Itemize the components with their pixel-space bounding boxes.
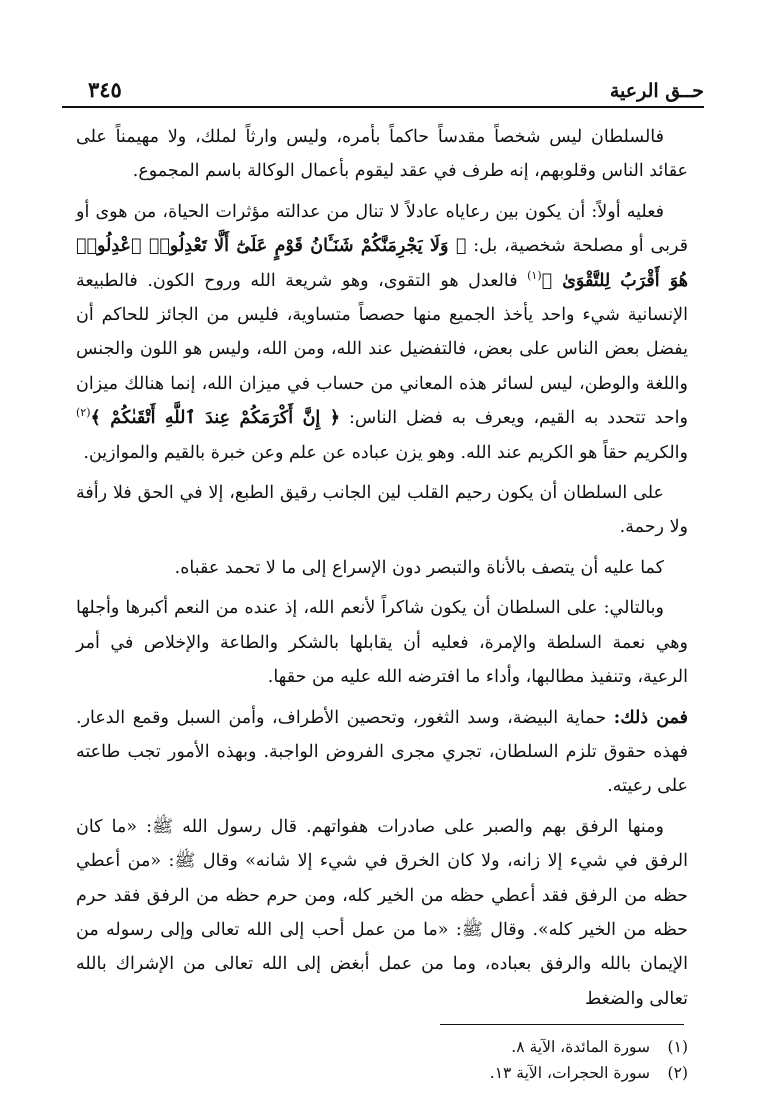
- paragraph-1: فالسلطان ليس شخصاً مقدساً حاكماً بأمره، وليس وارثاً لملك، ولا مهيمناً على عقائد الناس وقلوبهم، إنه طرف في عقد ليقوم بأعمال الوكالة باسم المجموع.: [76, 127, 688, 182]
- footnote-1: [88, 1034, 688, 1060]
- paragraph-2-part-c: والكريم حقاً هو الكريم عند الله. وهو يزن عباده عن علم وعن خبرة بالقيم والموازين.: [83, 442, 688, 463]
- paragraph-2-part-a: فعليه أولاً: أن يكون بين رعاياه عادلاً لا تنال من عدالته مؤثرات الحياة، من هوى أو قربى أو مصلحة شخصية، بل:: [76, 201, 688, 257]
- paragraph-5: وبالتالي: على السلطان أن يكون شاكراً لأنعم الله، إذ عنده من النعم أكبرها وأجلها وهي نعمة السلطة والإمرة، فعليه أن يقابلها بالشكر والطاعة والإخلاص في أمر الرعية، وتنفيذ مطالبها، وأداء ما افترضه الله عليه من حقها.: [76, 598, 688, 688]
- running-title: حــق الرعية: [609, 80, 704, 102]
- quran-verse-1: ﴿ وَلَا يَجْرِمَنَّكُمْ شَنَـَٔانُ قَوْمٍ عَلَىٰٓ أَلَّا تَعْدِلُوا۟ ٱعْدِلُوا۟ هُوَ أَقْرَبُ لِلتَّقْوَىٰ ﴾: [76, 236, 688, 291]
- footnote-2: [88, 1060, 688, 1086]
- page-number: ٣٤٥: [88, 77, 122, 102]
- footnote-ref-2[interactable]: (٢): [76, 406, 91, 420]
- footnote-text: سورة الحجرات، الآية ١٣.: [489, 1064, 650, 1082]
- footnote-number: (١): [667, 1038, 688, 1056]
- quran-verse-2: ﴿ إِنَّ أَكْرَمَكُمْ عِندَ ٱللَّهِ أَتْقَىٰكُمْ ﴾: [90, 408, 341, 429]
- paragraph-6: [76, 701, 688, 804]
- paragraph-2-part-b: فالعدل هو التقوى، وهو شريعة الله وروح الكون. فالطبيعة الإنسانية شيء واحد يأخذ الجميع منها حصصاً متساوية، فليس من الجائز للحاكم أن يفضل بعض الناس على بعض، فالتفضيل عند الله، ومن الله، وليس هو اللون والجنس واللغة والوطن، ليس لسائر هذه المعاني من حساب في ميزان الله، إنما هنالك ميزان واحد تتحدد به القيم، ويعرف به فضل الناس:: [76, 270, 688, 429]
- footnote-text: سورة المائدة، الآية ٨.: [511, 1038, 650, 1056]
- body-text: [76, 120, 688, 1022]
- footnote-ref-1[interactable]: (١): [527, 268, 542, 282]
- paragraph-2: [76, 195, 688, 470]
- paragraph-3: على السلطان أن يكون رحيم القلب لين الجانب رقيق الطبع، إلا في الحق فلا رأفة ولا رحمة.: [76, 483, 688, 538]
- paragraph-7: ومنها الرفق بهم والصبر على صادرات هفواتهم. قال رسول الله ﷺ: «ما كان الرفق في شيء إلا زانه، ولا كان الخرق في شيء إلا شانه» وقال ﷺ: «من أعطي حظه من الرفق فقد أعطي حظه من الخير كله، ومن حرم حظه من الرفق فقد حرم حظه من الخير كله». وقال ﷺ: «ما من عمل أحب إلى الله تعالى وإلى رسوله من الإيمان بالله والرفق بعباده، وما من عمل أبغض إلى الله تعالى من الإشراك بالله تعالى والضغط: [76, 816, 688, 1009]
- footnote-number: (٢): [667, 1064, 688, 1082]
- footnote-separator: [440, 1024, 684, 1025]
- paragraph-6-lead: فمن ذلك:: [613, 707, 689, 728]
- header-rule: [62, 106, 704, 108]
- paragraph-6-text: حماية البيضة، وسد الثغور، وتحصين الأطراف، وأمن السبل وقمع الدعار. فهذه حقوق تلزم السلطان، تجري مجرى الفروض الواجبة. وبهذه الأمور تجب طاعته على رعيته.: [76, 707, 688, 797]
- page-header: [88, 66, 704, 102]
- footnotes: [88, 1034, 688, 1086]
- paragraph-4: كما عليه أن يتصف بالأناة والتبصر دون الإسراع إلى ما لا تحمد عقباه.: [174, 557, 664, 578]
